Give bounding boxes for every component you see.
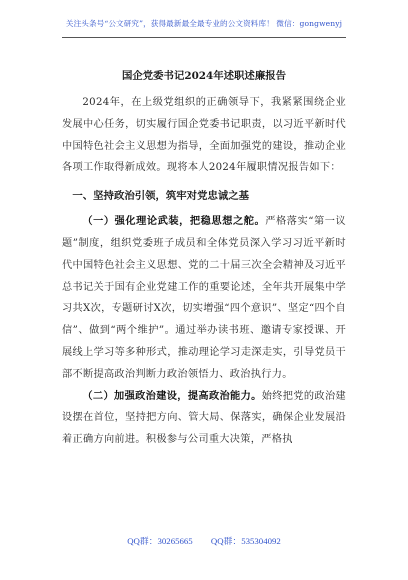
subsection-lead-1: （一）强化理论武装，把稳思想之舵。: [82, 215, 266, 228]
subsection-body-2: 始终把党的政治建设摆在首位，坚持把方向、管大局、保落实，确保企业发展沿着正确方向前进。积极参与公司重大决策，严格执: [62, 390, 346, 446]
qq-group-1: QQ群：30265665: [127, 536, 193, 546]
qq-group-2: QQ群：535304092: [210, 536, 281, 546]
document-body: [62, 92, 346, 451]
section-heading-1: 一、坚持政治引领，筑牢对党忠诚之基: [72, 190, 250, 203]
header-banner: 关注头条号“公文研究”，获得最新最全最专业的公文资料库！ 微信：gongwenyj: [65, 19, 343, 28]
header-divider: [62, 37, 346, 38]
footer-contact: [0, 534, 408, 547]
subsection-lead-2: （二）加强政治建设，提高政治能力。: [82, 389, 262, 402]
intro-paragraph: 2024年，在上级党组织的正确领导下，我紧紧围绕企业发展中心任务，切实履行国企党委书记职责，以习近平新时代中国特色社会主义思想为指导，全面加强党的建设，推动企业各项工作取得新成效。现将本人2024年履职情况报告如下：: [62, 97, 346, 174]
subsection-body-1: 严格落实“第一议题”制度，组织党委班子成员和全体党员深入学习习近平新时代中国特色社会主义思想、党的二十届三次全会精神及习近平总书记关于国有企业党建工作的重要论述，全年共开展集中学习共X次，专题研讨X次，切实增强“四个意识”、坚定“四个自信”、做到“两个维护”。通过举办读书班、邀请专家授课、开展线上学习等多种形式，推动理论学习走深走实，引导党员干部不断提高政治判断力政治领悟力、政治执行力。: [62, 216, 346, 380]
subsection-paragraph-2: [62, 386, 346, 451]
subsection-paragraph-1: [62, 211, 346, 385]
document-title: 国企党委书记2024年述职述廉报告: [122, 70, 286, 82]
